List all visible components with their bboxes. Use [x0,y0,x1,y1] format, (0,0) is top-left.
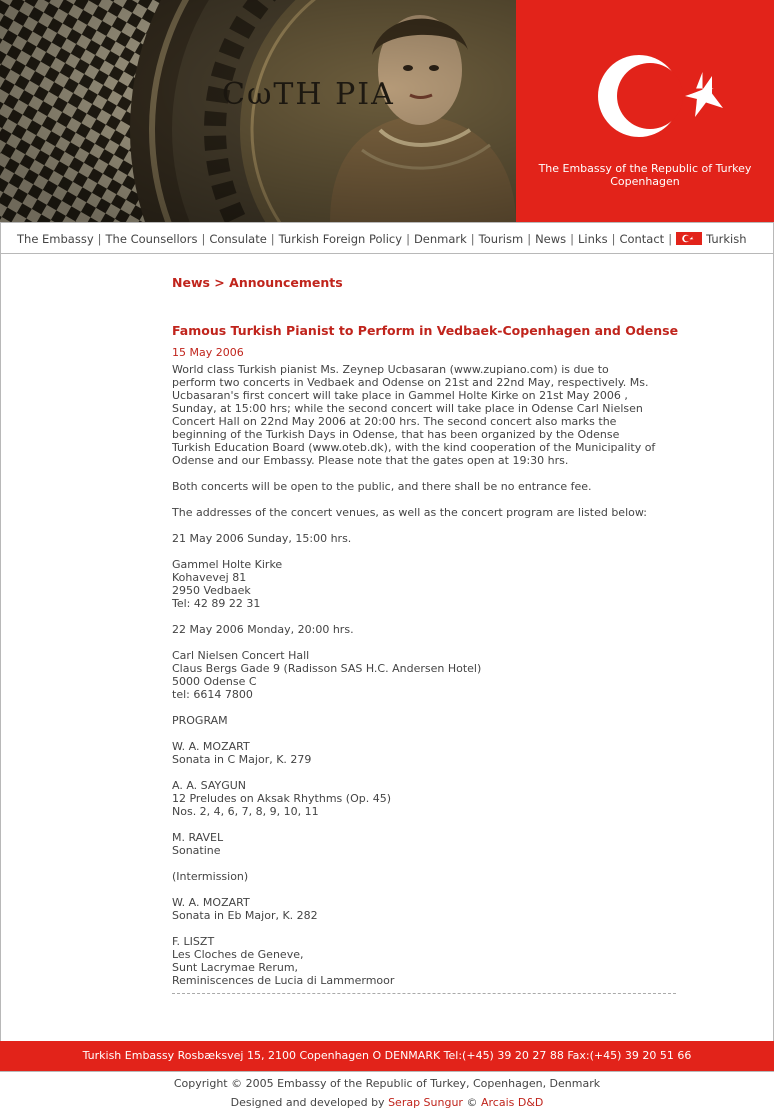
embassy-title-line1: The Embassy of the Republic of Turkey [538,162,752,175]
nav-separator: | [201,232,206,246]
nav-separator: | [470,232,475,246]
content-divider [172,993,676,994]
nav-separator: | [406,232,410,246]
header [0,0,774,222]
nav-separator: | [270,232,275,246]
nav-item-links[interactable]: Links [578,232,608,246]
breadcrumb-news-link[interactable]: News [172,275,210,290]
embassy-title [516,162,774,188]
article-date: 15 May 2006 [172,346,244,359]
main-nav [0,222,774,254]
footer-address: Turkish Embassy Rosbæksvej 15, 2100 Copenhagen O DENMARK Tel:(+45) 39 20 27 88 Fax:(+45) 39 20 51 66 [82,1049,692,1062]
nav-separator: | [570,232,575,246]
designer-credit-prefix: Designed and developed by [230,1096,385,1109]
turkish-flag-panel [516,0,774,222]
designer-copy-symbol: © [466,1096,478,1109]
footer-address-bar [0,1041,774,1071]
nav-item-denmark[interactable]: Denmark [413,232,467,246]
designer-credit [0,1096,774,1109]
language-turkish-link[interactable] [676,232,746,246]
nav-separator: | [97,232,102,246]
copyright-notice: Copyright © 2005 Embassy of the Republic of Turkey, Copenhagen, Denmark [173,1077,601,1090]
nav-separator: | [668,232,673,246]
nav-item-contact[interactable]: Contact [619,232,665,246]
breadcrumb [172,276,676,289]
nav-item-tourism[interactable]: Tourism [478,232,524,246]
language-turkish-label: Turkish [706,232,747,246]
nav-item-news[interactable]: News [535,232,567,246]
main-content [172,275,679,987]
nav-item-turkish-foreign-policy[interactable]: Turkish Foreign Policy [278,232,403,246]
breadcrumb-current: Announcements [229,275,343,290]
embassy-title-line2: Copenhagen [610,175,680,188]
designer-link[interactable]: Serap Sungur [388,1096,463,1109]
article-body: World class Turkish pianist Ms. Zeynep Ucbasaran (www.zupiano.com) is due to perform two concerts in Vedbaek and Odense on 21st and 22nd May, respectively. Ms. Ucbasaran's first concert will take place in Gammel Holte Kirke on 21st May 2006 , Sunday, at 15:00 hrs; while the second concert will take place in Odense Carl Nielsen Concert Hall on 22nd May 2006 at 20:00 hrs. The second concert also marks the beginning of the Turkish Days in Odense, that has been organized by the Odense Turkish Education Board (www.oteb.dk), with the kind cooperation of the Municipality of Odense and our Embassy. Please note that the gates open at 19:30 hrs. Both concerts will be open to the public, and there shall be no entrance fee. The addresses of the concert venues, as well as the concert program are listed below: 21 May 2006 Sunday, 15:00 hrs. Gammel Holte Kirke Kohavevej 81 2950 Vedbaek Tel: 42 89 22 31 22 May 2006 Monday, 20:00 hrs. Carl Nielsen Concert Hall Claus Bergs Gade 9 (Radisson SAS H.C. Andersen Hotel) 5000 Odense C tel: 6614 7800 PROGRAM W. A. MOZART Sonata in C Major, K. 279 A. A. SAYGUN 12 Preludes on Aksak Rhythms (Op. 45) Nos. 2, 4, 6, 7, 8, 9, 10, 11 M. RAVEL Sonatine (Intermission) W. A. MOZART Sonata in Eb Major, K. 282 F. LISZT Les Cloches de Geneve, Sunt Lacrymae Rerum, Reminiscences de Lucia di Lammermoor [172,363,656,987]
nav-separator: | [527,232,532,246]
nav-item-the-counsellors[interactable]: The Counsellors [105,232,198,246]
turkish-flag-icon [676,232,702,245]
article-headline: Famous Turkish Pianist to Perform in Vedbaek-Copenhagen and Odense [172,323,679,338]
nav-separator: | [611,232,616,246]
mosaic-banner-image [0,0,516,222]
nav-item-the-embassy[interactable]: The Embassy [17,232,94,246]
nav-item-consulate[interactable]: Consulate [209,232,267,246]
company-link[interactable]: Arcais D&D [480,1096,544,1109]
crescent-star-icon [516,0,774,160]
breadcrumb-separator: > [214,275,225,290]
